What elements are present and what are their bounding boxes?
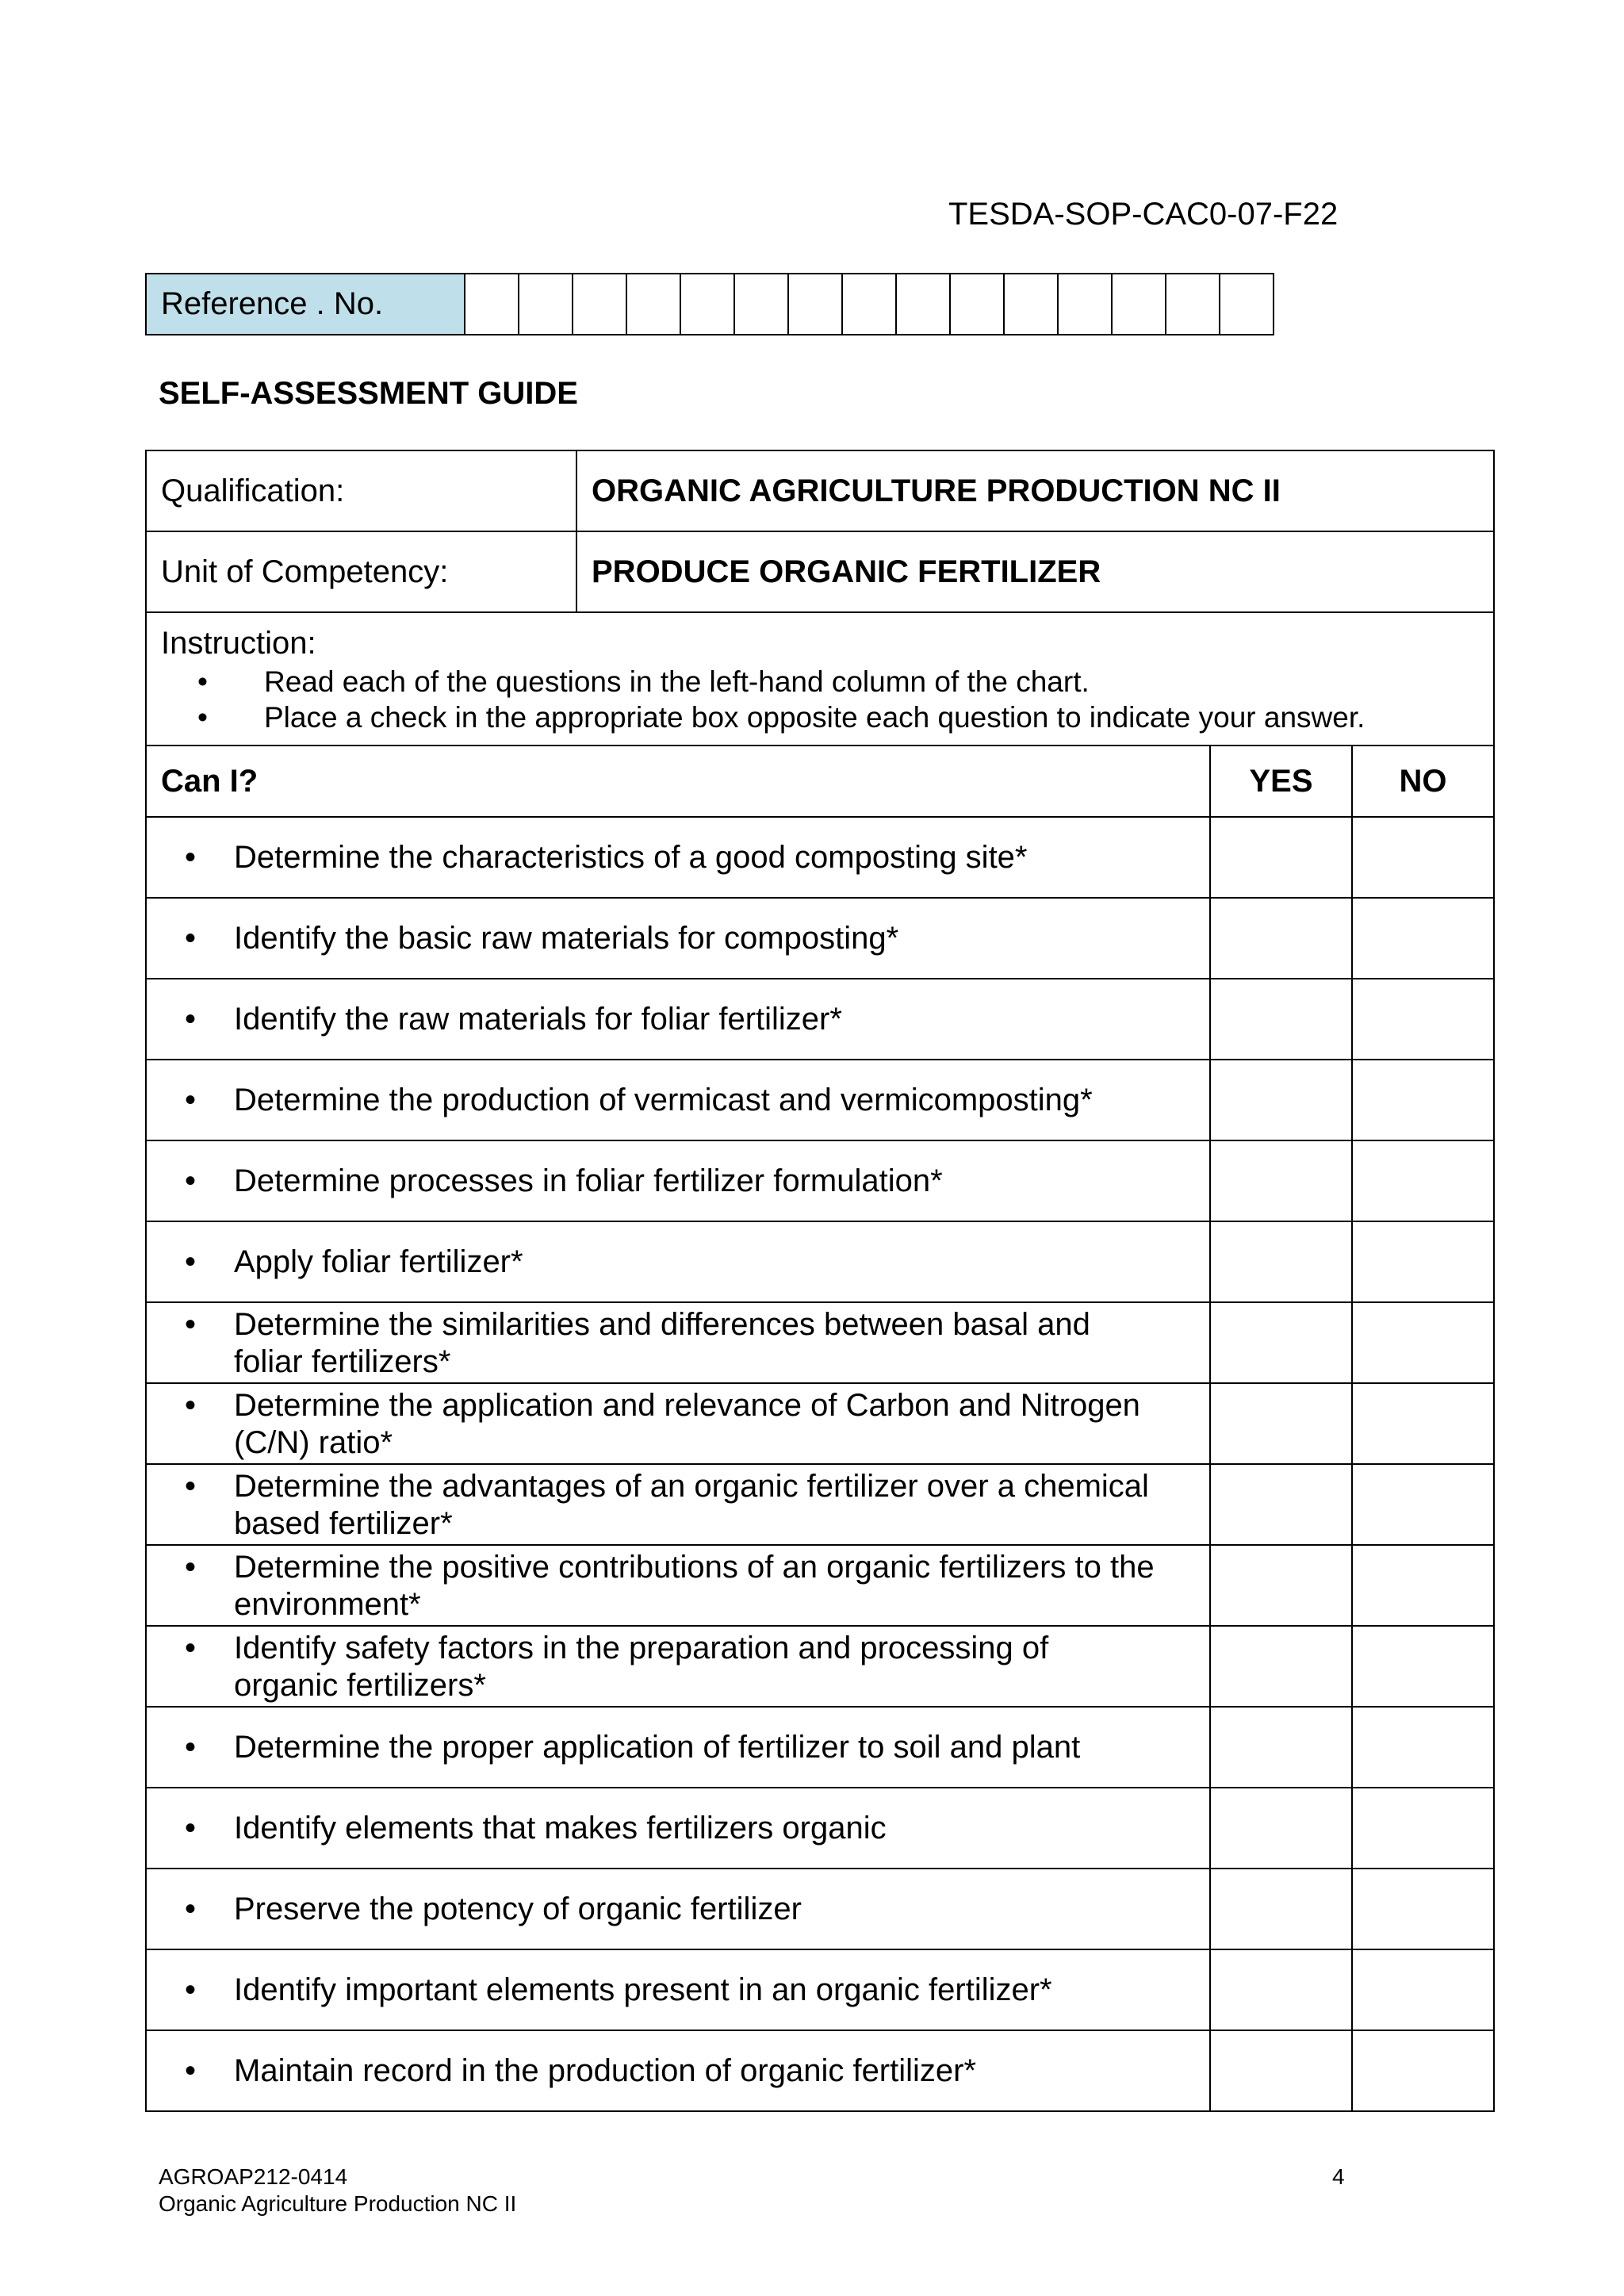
no-checkbox-cell[interactable] — [1352, 817, 1494, 898]
question-line: Identify safety factors in the preparation and processing of — [234, 1631, 1049, 1665]
question-text — [234, 1549, 1155, 1623]
question-text — [234, 1306, 1090, 1381]
no-checkbox-cell[interactable] — [1352, 1060, 1494, 1140]
bullet-icon: • — [184, 1163, 196, 1198]
reference-digit-box[interactable] — [1004, 274, 1058, 335]
bullet-icon: • — [184, 1082, 196, 1117]
reference-digit-box[interactable] — [573, 274, 626, 335]
no-checkbox-cell[interactable] — [1352, 1545, 1494, 1626]
question-row — [146, 898, 1494, 979]
reference-digit-box[interactable] — [950, 274, 1004, 335]
yes-checkbox-cell[interactable] — [1210, 979, 1352, 1060]
yes-checkbox-cell[interactable] — [1210, 1060, 1352, 1140]
no-checkbox-cell[interactable] — [1352, 898, 1494, 979]
no-checkbox-cell[interactable] — [1352, 1302, 1494, 1383]
question-row — [146, 1545, 1494, 1626]
question-line: foliar fertilizers* — [234, 1344, 451, 1379]
unit-label: Unit of Competency: — [146, 531, 576, 612]
question-row — [146, 1626, 1494, 1707]
bullet-icon: • — [184, 1810, 196, 1846]
no-checkbox-cell[interactable] — [1352, 1383, 1494, 1464]
yes-checkbox-cell[interactable] — [1210, 1626, 1352, 1707]
question-row — [146, 1788, 1494, 1869]
page-title: SELF-ASSESSMENT GUIDE — [159, 376, 578, 411]
question-text — [234, 1001, 842, 1038]
reference-digit-box[interactable] — [626, 274, 680, 335]
question-line: Identify the basic raw materials for composting* — [234, 920, 899, 956]
question-cell — [146, 979, 1210, 1060]
reference-number-row — [146, 274, 1274, 335]
question-cell — [146, 1221, 1210, 1302]
question-cell — [146, 1060, 1210, 1140]
question-cell — [146, 817, 1210, 898]
question-text — [234, 1468, 1149, 1543]
question-cell — [146, 1545, 1210, 1626]
question-column-header: Can I? — [146, 746, 1210, 817]
no-checkbox-cell[interactable] — [1352, 1707, 1494, 1788]
question-text — [234, 1729, 1080, 1766]
document-code: TESDA-SOP-CAC0-07-F22 — [948, 197, 1339, 232]
question-row — [146, 1060, 1494, 1140]
yes-checkbox-cell[interactable] — [1210, 2030, 1352, 2111]
reference-digit-box[interactable] — [519, 274, 573, 335]
question-text — [234, 839, 1028, 876]
question-line: Determine processes in foliar fertilizer formulation* — [234, 1163, 943, 1198]
no-checkbox-cell[interactable] — [1352, 1221, 1494, 1302]
bullet-icon: • — [184, 1729, 196, 1765]
question-text — [234, 1163, 943, 1200]
question-cell — [146, 2030, 1210, 2111]
instruction-list — [161, 664, 1479, 735]
question-line: Determine the application and relevance of Carbon and Nitrogen — [234, 1388, 1140, 1423]
question-row — [146, 2030, 1494, 2111]
question-cell — [146, 1626, 1210, 1707]
question-line: Determine the characteristics of a good composting site* — [234, 839, 1028, 875]
yes-checkbox-cell[interactable] — [1210, 1949, 1352, 2030]
reference-digit-box[interactable] — [1220, 274, 1274, 335]
reference-digit-box[interactable] — [1058, 274, 1112, 335]
bullet-icon: • — [184, 2053, 196, 2088]
no-checkbox-cell[interactable] — [1352, 1626, 1494, 1707]
yes-checkbox-cell[interactable] — [1210, 817, 1352, 898]
question-text — [234, 2053, 976, 2090]
yes-checkbox-cell[interactable] — [1210, 1464, 1352, 1545]
reference-number-label: Reference . No. — [146, 274, 465, 335]
question-cell — [146, 1464, 1210, 1545]
no-checkbox-cell[interactable] — [1352, 1464, 1494, 1545]
question-row — [146, 1949, 1494, 2030]
reference-digit-box[interactable] — [896, 274, 950, 335]
bullet-icon: • — [184, 1388, 196, 1423]
question-line: based fertilizer* — [234, 1506, 453, 1541]
yes-checkbox-cell[interactable] — [1210, 1383, 1352, 1464]
qualification-label: Qualification: — [146, 450, 576, 531]
unit-value: PRODUCE ORGANIC FERTILIZER — [576, 531, 1494, 612]
self-assessment-table — [145, 450, 1495, 2112]
instruction-title: Instruction: — [161, 626, 316, 661]
no-checkbox-cell[interactable] — [1352, 979, 1494, 1060]
yes-checkbox-cell[interactable] — [1210, 1302, 1352, 1383]
yes-checkbox-cell[interactable] — [1210, 1869, 1352, 1949]
question-cell — [146, 1869, 1210, 1949]
question-cell — [146, 1140, 1210, 1221]
bullet-icon: • — [184, 1550, 196, 1585]
question-line: Determine the positive contributions of an organic fertilizers to the — [234, 1550, 1155, 1585]
no-column-header: NO — [1352, 746, 1494, 817]
instruction-row — [146, 612, 1494, 746]
bullet-icon: • — [184, 1631, 196, 1665]
question-row — [146, 1464, 1494, 1545]
no-checkbox-cell[interactable] — [1352, 1949, 1494, 2030]
bullet-icon: • — [184, 1891, 196, 1926]
bullet-icon: • — [184, 1469, 196, 1504]
question-line: Identify important elements present in an organic fertilizer* — [234, 1972, 1052, 2007]
question-line: Identify the raw materials for foliar fertilizer* — [234, 1001, 842, 1037]
question-row — [146, 1869, 1494, 1949]
question-cell — [146, 1707, 1210, 1788]
unit-row — [146, 531, 1494, 612]
bullet-icon: • — [184, 1001, 196, 1037]
no-checkbox-cell[interactable] — [1352, 1869, 1494, 1949]
question-text — [234, 1810, 887, 1847]
bullet-icon: • — [184, 1307, 196, 1342]
question-line: Determine the advantages of an organic fertilizer over a chemical — [234, 1469, 1149, 1504]
reference-digit-box[interactable] — [788, 274, 842, 335]
question-cell — [146, 1788, 1210, 1869]
instruction-cell — [146, 612, 1494, 746]
question-text — [234, 920, 898, 957]
question-line: Determine the production of vermicast and vermicomposting* — [234, 1082, 1093, 1117]
bullet-icon: • — [184, 1972, 196, 2007]
reference-digit-box[interactable] — [680, 274, 734, 335]
footer — [159, 2164, 516, 2217]
yes-checkbox-cell[interactable] — [1210, 1788, 1352, 1869]
reference-number-table — [145, 273, 1274, 335]
question-row — [146, 1707, 1494, 1788]
question-cell — [146, 898, 1210, 979]
question-row — [146, 1221, 1494, 1302]
no-checkbox-cell[interactable] — [1352, 1140, 1494, 1221]
reference-digit-box[interactable] — [1112, 274, 1166, 335]
question-line: (C/N) ratio* — [234, 1425, 393, 1460]
qualification-value: ORGANIC AGRICULTURE PRODUCTION NC II — [576, 450, 1494, 531]
instruction-item: • Read each of the questions in the left-hand column of the chart. — [161, 664, 1479, 700]
yes-checkbox-cell[interactable] — [1210, 1140, 1352, 1221]
instruction-item: • Place a check in the appropriate box opposite each question to indicate your answer. — [161, 700, 1479, 735]
question-line: environment* — [234, 1587, 421, 1622]
question-text — [234, 1630, 1048, 1704]
question-row — [146, 1302, 1494, 1383]
column-header-row — [146, 746, 1494, 817]
reference-digit-box[interactable] — [842, 274, 896, 335]
reference-digit-box[interactable] — [465, 274, 519, 335]
yes-column-header: YES — [1210, 746, 1352, 817]
question-line: Determine the proper application of fertilizer to soil and plant — [234, 1729, 1081, 1765]
yes-checkbox-cell[interactable] — [1210, 1221, 1352, 1302]
question-row — [146, 1140, 1494, 1221]
question-line: Identify elements that makes fertilizers organic — [234, 1810, 887, 1846]
reference-digit-box[interactable] — [1166, 274, 1220, 335]
question-line: Apply foliar fertilizer* — [234, 1244, 523, 1279]
question-line: Preserve the potency of organic fertilizer — [234, 1891, 802, 1926]
question-text — [234, 1387, 1140, 1462]
footer-qualification: Organic Agriculture Production NC II — [159, 2191, 517, 2216]
question-text — [234, 1244, 523, 1281]
question-line: Determine the similarities and differences between basal and — [234, 1307, 1090, 1342]
bullet-icon: • — [184, 920, 196, 956]
question-line: Maintain record in the production of organic fertilizer* — [234, 2053, 977, 2088]
question-cell — [146, 1383, 1210, 1464]
page-number: 4 — [1332, 2164, 1345, 2189]
question-row — [146, 817, 1494, 898]
bullet-icon: • — [184, 839, 196, 875]
question-text — [234, 1972, 1052, 2009]
bullet-icon: • — [184, 1244, 196, 1279]
question-row — [146, 979, 1494, 1060]
question-text — [234, 1082, 1093, 1119]
question-row — [146, 1383, 1494, 1464]
question-text — [234, 1891, 802, 1928]
no-checkbox-cell[interactable] — [1352, 1788, 1494, 1869]
yes-checkbox-cell[interactable] — [1210, 1545, 1352, 1626]
reference-digit-box[interactable] — [734, 274, 788, 335]
yes-checkbox-cell[interactable] — [1210, 898, 1352, 979]
question-cell — [146, 1949, 1210, 2030]
question-cell — [146, 1302, 1210, 1383]
no-checkbox-cell[interactable] — [1352, 2030, 1494, 2111]
question-line: organic fertilizers* — [234, 1668, 486, 1703]
footer-code: AGROAP212-0414 — [159, 2164, 348, 2189]
yes-checkbox-cell[interactable] — [1210, 1707, 1352, 1788]
qualification-row — [146, 450, 1494, 531]
